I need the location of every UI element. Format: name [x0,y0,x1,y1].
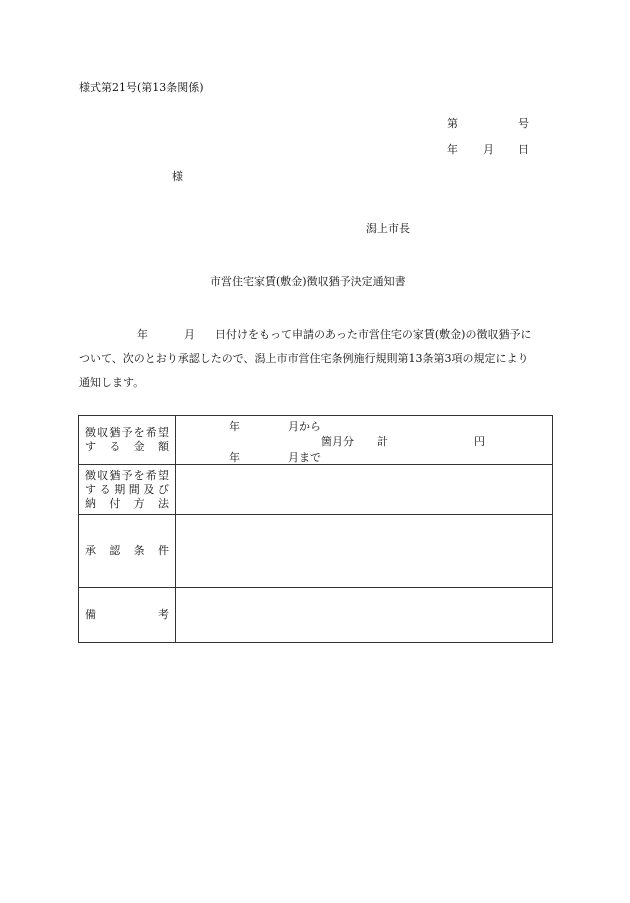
label-char: 承 [85,544,96,557]
addressee-suffix: 様 [172,170,183,183]
label-char: す [85,440,96,453]
label-char: び [157,482,169,496]
row-label-conditions [79,515,176,588]
label-char: 方 [133,496,145,510]
label-char: 備 [85,608,96,621]
label-char: を [133,468,145,482]
body-year: 年 [137,328,148,341]
from-month: 月から [288,420,321,433]
label-char: 収 [97,468,109,482]
label-char: 希 [145,426,157,439]
row-label-remarks [79,588,176,643]
to-month: 月まで [288,451,321,464]
document-number-prefix: 第 [447,117,458,130]
body-line-1-text: 日付けをもって申請のあった市営住宅の家賃(敷金)の徴収猶予に [215,328,532,341]
row-label-period-line-1 [85,469,169,483]
label-char: 認 [109,544,121,557]
table-row [79,465,553,515]
label-char: 猶 [109,426,121,439]
body-line-3: 通知します。 [79,376,145,389]
body-paragraph [79,323,553,395]
label-char: 付 [109,496,121,510]
cell-amount [176,416,553,465]
to-year: 年 [229,451,240,464]
label-char: を [133,426,145,439]
body-line-2: ついて、次のとおり承認したので、潟上市市営住宅条例施行規則第13条第3項の規定により [79,352,529,365]
label-char: 収 [97,426,109,439]
issuer: 潟上市長 [366,222,410,235]
label-char: る [109,440,121,453]
row-label-period-line-2 [85,483,169,497]
label-char: 額 [157,440,169,453]
row-label-conditions-line [85,544,169,558]
cell-remarks [176,588,553,643]
label-char: 望 [157,468,169,482]
label-char: 望 [157,426,169,439]
row-label-remarks-line [85,608,169,622]
table-row [79,588,553,643]
label-char: 期 [114,482,126,496]
row-label-period-line-3 [85,497,169,511]
label-char: 納 [85,496,96,510]
label-char: 考 [158,608,169,621]
yen-unit: 円 [474,435,485,448]
row-label-amount [79,416,176,465]
body-line-1 [79,323,553,347]
date-day: 日 [518,143,529,156]
document-number-suffix: 号 [518,117,529,130]
date-month: 月 [483,143,494,156]
label-char: る [99,482,111,496]
label-char: 件 [157,544,169,557]
table-row [79,416,553,465]
label-char: す [85,482,96,496]
date-year: 年 [447,143,458,156]
form-table [78,415,553,643]
amount-wrap [176,416,552,464]
label-char: 希 [145,468,157,482]
label-char: 予 [121,426,133,439]
row-label-amount-line-1 [85,426,169,440]
form-number: 様式第21号(第13条関係) [79,81,204,94]
cell-period [176,465,553,515]
table-row [79,515,553,588]
label-char: 間 [128,482,140,496]
document-title: 市営住宅家賃(敷金)徴収猶予決定通知書 [210,275,406,288]
label-char: 予 [121,468,133,482]
months-count: 箇月分 [321,435,354,448]
label-char: 徴 [85,426,96,439]
row-label-period [79,465,176,515]
label-char: 猶 [109,468,121,482]
label-char: 条 [133,544,145,557]
label-char: 法 [157,496,169,510]
cell-conditions [176,515,553,588]
row-label-amount-line-2 [85,440,169,454]
total-label: 計 [377,435,388,448]
label-char: 及 [143,482,155,496]
label-char: 金 [133,440,145,453]
body-month: 月 [184,328,195,341]
from-year: 年 [229,420,240,433]
label-char: 徴 [85,468,96,482]
